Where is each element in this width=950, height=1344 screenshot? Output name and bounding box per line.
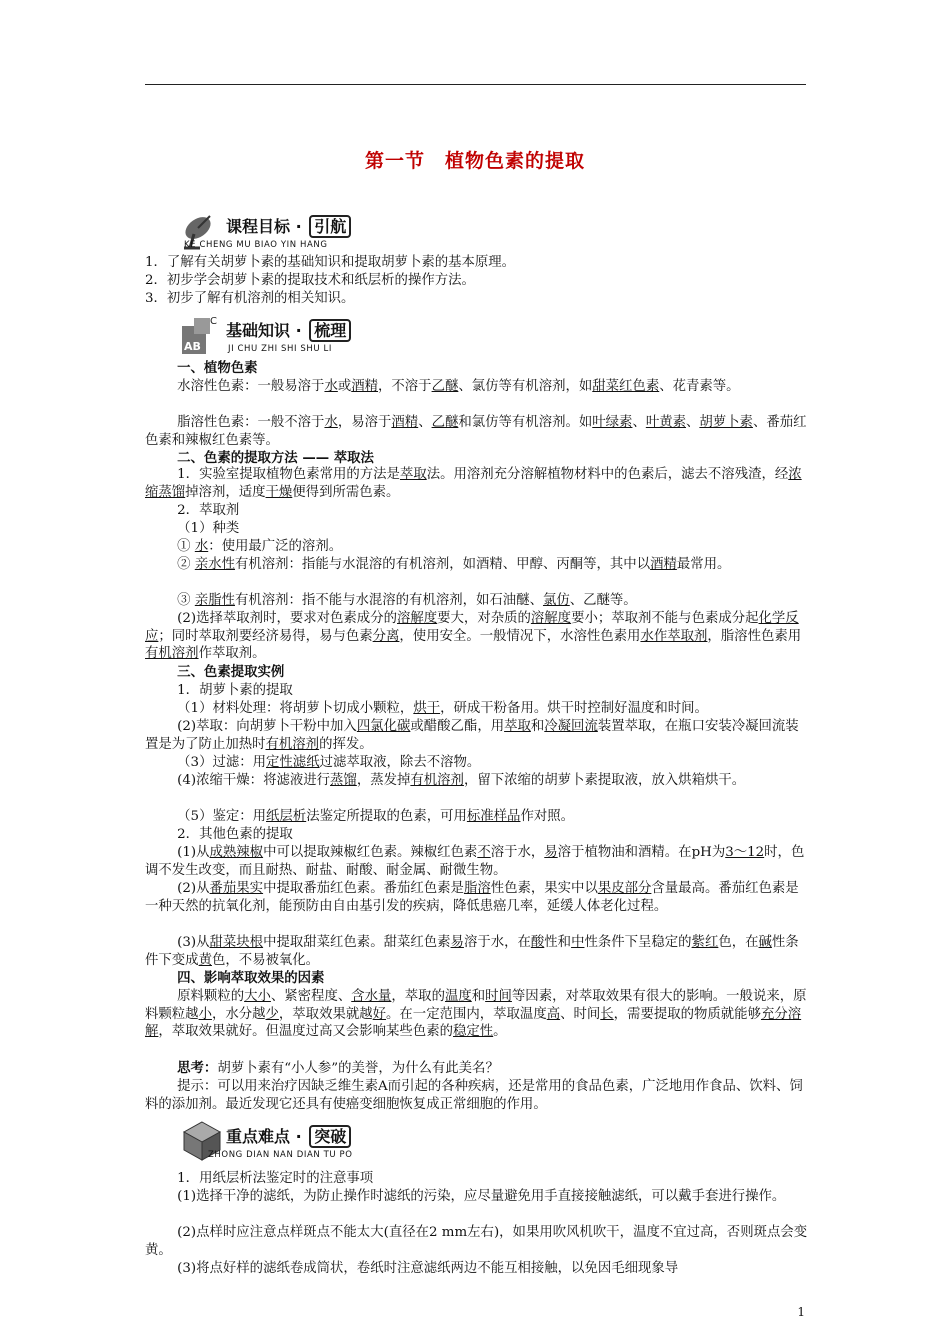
page-number: 1: [797, 1305, 805, 1319]
banner-title: 课程目标 · 引航: [226, 214, 351, 237]
paragraph: （5）鉴定：用纸层析法鉴定所提取的色素，可用标准样品作对照。: [177, 809, 575, 824]
paragraph: (2)从番茄果实中提取番茄红色素。番茄红色素是脂溶性色素，果实中以果皮部分含量最高。番茄红色素是一种天然的抗氧化剂，能预防由自由基引发的疾病，降低患癌几率，延缓人体老化过程。: [145, 881, 799, 914]
paragraph: （3）过滤：用定性滤纸过滤萃取液，除去不溶物。: [177, 755, 481, 770]
paragraph: (4)浓缩干燥：将滤液进行蒸馏，蒸发掉有机溶剂，留下浓缩的胡萝卜素提取液，放入烘箱烘干。: [177, 773, 746, 788]
paragraph: 水溶性色素：一般易溶于水或酒精，不溶于乙醚、氯仿等有机溶剂，如甜菜红色素、花青素等。: [177, 379, 740, 394]
paragraph: 脂溶性色素：一般不溶于水，易溶于酒精、乙醚和氯仿等有机溶剂。如叶绿素、叶黄素、胡萝卜素、番茄红色素和辣椒红色素等。: [145, 415, 807, 448]
paragraph: （1）种类: [177, 521, 240, 536]
svg-text:C: C: [210, 316, 217, 327]
banner-pinyin: KE CHENG MU BIAO YIN HANG: [184, 240, 328, 250]
goal-item: 3．初步了解有机溶剂的相关知识。: [145, 291, 355, 306]
goal-item: 2．初步学会胡萝卜素的提取技术和纸层析的操作方法。: [145, 273, 475, 288]
section-heading: 一、植物色素: [177, 361, 258, 376]
section-heading: 三、色素提取实例: [177, 665, 285, 680]
header-rule: [145, 84, 806, 85]
paragraph: (3)将点好样的滤纸卷成筒状，卷纸时注意滤纸两边不能互相接触，以免因毛细现象导: [177, 1261, 679, 1276]
paragraph: ② 亲水性有机溶剂：指能与水混溶的有机溶剂，如酒精、甲醇、丙酮等，其中以酒精最常用。: [177, 557, 731, 572]
paragraph: (3)从甜菜块根中提取甜菜红色素。甜菜红色素易溶于水，在酸性和中性条件下呈稳定的紫红色，在碱性条件下变成黄色，不易被氧化。: [145, 935, 799, 968]
paragraph: 思考：胡萝卜素有“小人参”的美誉，为什么有此美名？: [177, 1061, 499, 1076]
banner-title: 重点难点 · 突破: [226, 1124, 351, 1147]
paragraph: ③ 亲脂性有机溶剂：指不能与水混溶的有机溶剂，如石油醚、氯仿、乙醚等。: [177, 593, 637, 608]
paragraph: (1)选择干净的滤纸，为防止操作时滤纸的污染，应尽量避免用手直接接触滤纸，可以戴手套进行操作。: [177, 1189, 786, 1204]
goal-item: 1．了解有关胡萝卜素的基础知识和提取胡萝卜素的基本原理。: [145, 255, 516, 270]
paragraph: ① 水：使用最广泛的溶剂。: [177, 539, 343, 554]
banner-title: 基础知识 · 梳理: [226, 318, 351, 341]
paragraph: 1．用纸层析法鉴定时的注意事项: [177, 1171, 374, 1186]
paragraph: (2)点样时应注意点样斑点不能太大(直径在2 mm左右)，如果用吹风机吹干，温度不宜过高，否则斑点会变黄。: [145, 1225, 808, 1258]
svg-text:AB: AB: [184, 340, 201, 353]
paragraph: (2)萃取：向胡萝卜干粉中加入四氯化碳或醋酸乙酯，用萃取和冷凝回流装置萃取，在瓶口安装冷凝回流装置是为了防止加热时有机溶剂的挥发。: [145, 719, 799, 752]
paragraph: 2．其他色素的提取: [177, 827, 293, 842]
paragraph: 1．实验室提取植物色素常用的方法是萃取法。用溶剂充分溶解植物材料中的色素后，滤去不溶残渣，经浓缩蒸馏掉溶剂，适度干燥便得到所需色素。: [145, 467, 802, 500]
paragraph: 原料颗粒的大小、紧密程度、含水量，萃取的温度和时间等因素，对萃取效果有很大的影响。一般说来，原料颗粒越小，水分越少，萃取效果就越好。在一定范围内，萃取温度高、时间长，需要提取的物质就能够充分溶解，萃取效果就好。但温度过高又会影响某些色素的稳定性。: [145, 989, 807, 1040]
paragraph: (1)从成熟辣椒中可以提取辣椒红色素。辣椒红色素不溶于水，易溶于植物油和酒精。在pH为3～12时，色调不发生改变，而且耐热、耐盐、耐酸、耐金属、耐微生物。: [145, 845, 805, 878]
banner-pinyin: ZHONG DIAN NAN DIAN TU PO: [208, 1150, 353, 1160]
paragraph: （1）材料处理：将胡萝卜切成小颗粒，烘干，研成干粉备用。烘干时控制好温度和时间。: [177, 701, 708, 716]
section-heading: 二、色素的提取方法 —— 萃取法: [177, 451, 374, 466]
paragraph: 提示：可以用来治疗因缺乏维生素A而引起的各种疾病，还是常用的食品色素，广泛地用作食品、饮料、饲料的添加剂。最近发现它还具有使癌变细胞恢复成正常细胞的作用。: [145, 1079, 803, 1112]
banner-pinyin: JI CHU ZHI SHI SHU LI: [228, 344, 332, 354]
page-title: 第一节 植物色素的提取: [364, 150, 585, 172]
paragraph: (2)选择萃取剂时，要求对色素成分的溶解度要大，对杂质的溶解度要小；萃取剂不能与色素成分起化学反应；同时萃取剂要经济易得，易与色素分离，使用安全。一般情况下，水溶性色素用水作萃取剂，脂溶性色素用有机溶剂作萃取剂。: [145, 611, 802, 662]
abc-blocks-icon: [180, 312, 224, 356]
section-heading: 四、影响萃取效果的因素: [177, 971, 325, 986]
paragraph: 1．胡萝卜素的提取: [177, 683, 293, 698]
paragraph: 2．萃取剂: [177, 503, 240, 518]
